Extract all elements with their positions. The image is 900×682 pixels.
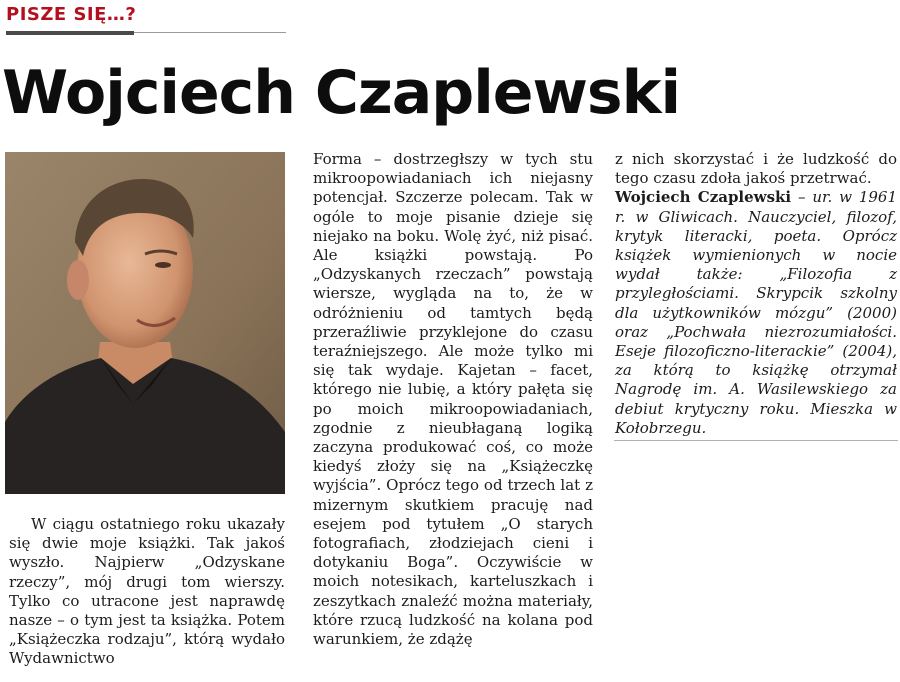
section-rule-thin (134, 32, 286, 33)
article-column-2 (313, 150, 593, 649)
article-column-1 (9, 515, 285, 669)
article-paragraph: z nich skorzystać i że ludzkość do tego czasu zdoła jakoś przetrwać. (615, 150, 897, 188)
article-column-3 (615, 150, 897, 438)
author-portrait (5, 152, 285, 494)
section-rule (6, 31, 134, 35)
author-bio-name: Wojciech Czaplewski (615, 188, 792, 207)
article-paragraph: W ciągu ostatniego roku ukazały się dwie moje książki. Tak jakoś wyszło. Najpierw „Odzyskane rzeczy”, mój drugi tom wierszy. Tylko co utracone jest naprawdę nasze – o tym jest ta książka. Potem „Książeczka rodzaju”, którą wydało Wydawnictwo (9, 515, 285, 668)
headline: Wojciech Czaplewski (2, 58, 681, 128)
article-paragraph: Forma – dostrzegłszy w tych stu mikroopowiadaniach ich niejasny potencjał. Szczerze polecam. Tak w ogóle to moje pisanie dzieje się niejako na boku. Wolę żyć, niż pisać. Ale książki powstają. Po „Odzyskanych rzeczach” powstają wiersze, wygląda na to, że w odróżnieniu od tamtych będą przeraźliwie przyklejone do czasu teraźniejszego. Ale może tylko mi się tak wydaje. Kajetan – facet, którego nie lubię, a który pałęta się po moich mikroopowiadaniach, zgodnie z nieubłaganą logiką zaczyna produkować coś, co może kiedyś złoży się na „Książeczkę wyjścia”. Oprócz tego od trzech lat z mizernym skutkiem pracuję nad esejem pod tytułem „O starych fotografiach, złodziejach cieni i dotykaniu Boga”. Oczywiście w moich notesikach, karteluszkach i zeszytkach znaleźć można materiały, które rzucą ludzkość na kolana pod warunkiem, że zdążę (313, 150, 593, 649)
column-divider (614, 440, 898, 441)
author-bio-text: – ur. w 1961 r. w Gliwicach. Nauczyciel, filozof, krytyk literacki, poeta. Oprócz książek wymienionych w nocie wydał także: „Filozofia z przyległościami. Skrypcik szkolny dla użytkowników mózgu” (2000) oraz „Pochwała niezrozumiałości. Eseje filozoficzno-literackie” (2004), za którą to książkę otrzymał Nagrodę im. A. Wasilewskiego za debiut krytyczny roku. Mieszka w Kołobrzegu. (615, 188, 898, 437)
author-bio (615, 188, 897, 438)
section-label: PISZE SIĘ…? (6, 4, 137, 25)
